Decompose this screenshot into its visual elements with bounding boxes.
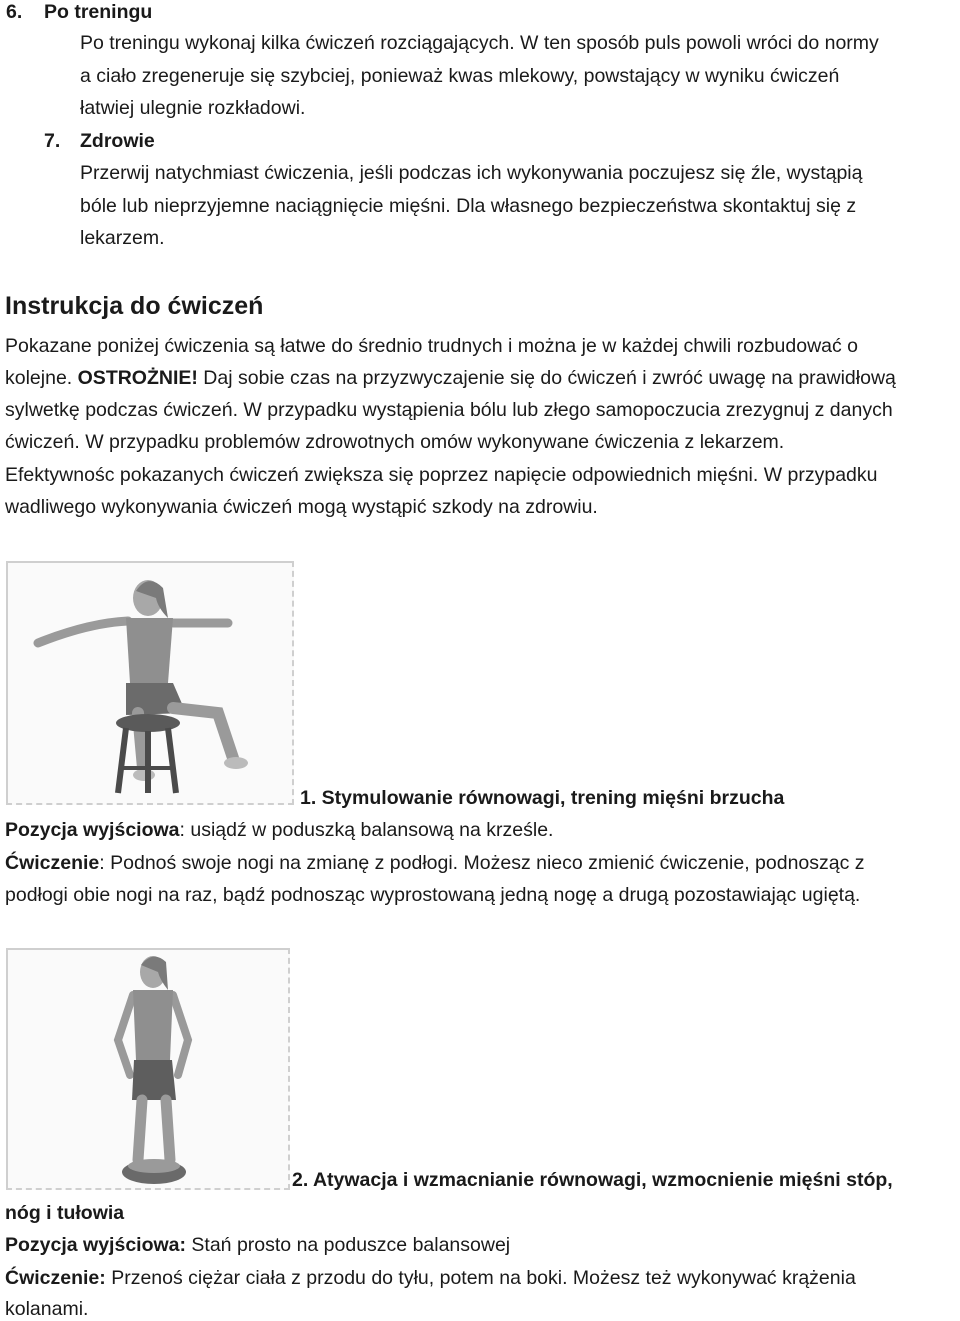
exercise-1-photo bbox=[6, 561, 294, 805]
start-position-label: Pozycja wyjściowa bbox=[5, 819, 180, 841]
exercise-label: Ćwiczenie bbox=[5, 852, 100, 874]
exercise-text: Przenoś ciężar ciała z przodu do tyłu, potem na boki. Możesz też wykonywać krążenia bbox=[105, 1267, 856, 1289]
start-position-text: : usiądź w poduszką balansową na krześle. bbox=[179, 819, 554, 841]
instructions-line: sylwetkę podczas ćwiczeń. W przypadku wystąpienia bólu lub złego samopoczucia zrezygnuj z danych bbox=[5, 399, 893, 421]
start-position-text: Stań prosto na poduszce balansowej bbox=[186, 1234, 511, 1256]
instructions-line: ćwiczeń. W przypadku problemów zdrowotnych omów wykonywane ćwiczenia z lekarzem. bbox=[5, 431, 785, 453]
exercise-1-description-line: podłogi obie nogi na raz, bądź podnosząc wyprostowaną jedną nogę a drugą pozostawiając ugiętą. bbox=[5, 884, 861, 906]
exercise-1-description bbox=[5, 851, 865, 875]
section-6-title: Po treningu bbox=[44, 1, 153, 23]
instructions-text: kolejne. bbox=[5, 367, 78, 389]
instructions-line: wadliwego wykonywania ćwiczeń mogą wystąpić szkody na zdrowiu. bbox=[5, 496, 598, 518]
section-6-line: Po treningu wykonaj kilka ćwiczeń rozciągających. W ten sposób puls powoli wróci do normy bbox=[80, 32, 879, 54]
exercise-2-description bbox=[5, 1266, 856, 1290]
section-6-line: łatwiej ulegnie rozkładowi. bbox=[80, 97, 306, 119]
section-6-line: a ciało zregeneruje się szybciej, ponieważ kwas mlekowy, powstający w wyniku ćwiczeń bbox=[80, 65, 840, 87]
section-7-number: 7. bbox=[44, 130, 61, 152]
exercise-text: : Podnoś swoje nogi na zmianę z podłogi. Możesz nieco zmienić ćwiczenie, podnosząc z bbox=[99, 852, 865, 874]
exercise-2-title: 2. Atywacja i wzmacnianie równowagi, wzmocnienie mięśni stóp, bbox=[292, 1169, 893, 1191]
instructions-line: Pokazane poniżej ćwiczenia są łatwe do średnio trudnych i można je w każdej chwili rozbudować o bbox=[5, 335, 859, 357]
section-7-title: Zdrowie bbox=[80, 130, 155, 152]
section-7-line: Przerwij natychmiast ćwiczenia, jeśli podczas ich wykonywania poczujesz się źle, wystąpią bbox=[80, 162, 863, 184]
section-7-line: bóle lub nieprzyjemne naciągnięcie mięśni. Dla własnego bezpieczeństwa skontaktuj się z bbox=[80, 195, 857, 217]
exercise-1-title: 1. Stymulowanie równowagi, trening mięśni brzucha bbox=[300, 787, 785, 809]
exercise-2-description-line: kolanami. bbox=[5, 1298, 89, 1320]
caution-label: OSTROŻNIE! bbox=[77, 367, 198, 389]
instructions-line-caution bbox=[5, 366, 896, 390]
exercise-1-start-position bbox=[5, 818, 553, 842]
exercise-label: Ćwiczenie: bbox=[5, 1267, 106, 1289]
instructions-text: Daj sobie czas na przyzwyczajenie się do ćwiczeń i zwróć uwagę na prawidłową bbox=[197, 367, 896, 389]
instructions-line: Efektywnośc pokazanych ćwiczeń zwiększa się poprzez napięcie odpowiednich mięśni. W przypadku bbox=[5, 464, 878, 486]
start-position-label: Pozycja wyjściowa: bbox=[5, 1234, 186, 1256]
exercise-2-title-continued: nóg i tułowia bbox=[5, 1202, 125, 1224]
exercise-2-start-position bbox=[5, 1233, 510, 1257]
woman-standing-on-balance-cushion-illustration bbox=[8, 950, 288, 1188]
section-6-number: 6. bbox=[6, 1, 23, 23]
section-7-line: lekarzem. bbox=[80, 227, 165, 249]
instructions-heading: Instrukcja do ćwiczeń bbox=[5, 292, 264, 320]
exercise-2-photo bbox=[6, 948, 290, 1190]
woman-sitting-on-stool-illustration bbox=[8, 563, 292, 803]
